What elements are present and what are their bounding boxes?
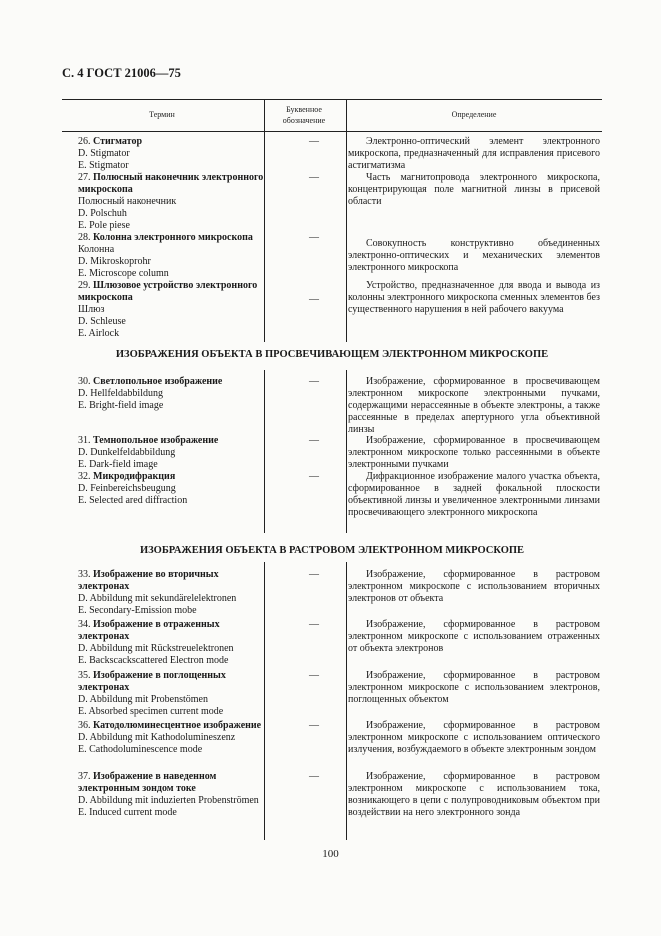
column-header-term: Термин	[149, 110, 175, 119]
term-synonym: Полюсный наконечник	[78, 196, 177, 208]
term-synonym: E. Pole piese	[78, 220, 130, 232]
term-number: 29.	[78, 280, 93, 291]
column-header-symbol	[264, 104, 344, 126]
symbol-cell: —	[309, 294, 319, 305]
symbol-cell: —	[309, 232, 319, 243]
term-synonym: D. Abbildung mit induzierten Probenströmen	[78, 795, 259, 807]
definition-cell: Изображение, сформированное в растровом электронном микроскопе с использованием оптического излучения, возбуждаемого в объекте электронным зондом	[348, 720, 600, 756]
term-title: Темнопольное изображение	[93, 435, 219, 446]
symbol-cell: —	[309, 471, 319, 482]
definition-cell: Устройство, предназначенное для ввода и вывода из колонны электронного микроскопа сменных элементов без существенного нарушения в ней рабочего вакуума	[348, 280, 600, 316]
term-number: 31.	[78, 435, 93, 446]
term-synonym: E. Induced current mode	[78, 807, 177, 819]
term-title: Катодолюминесцентное изображение	[93, 720, 262, 731]
term-number: 36.	[78, 720, 93, 731]
term-cell	[78, 720, 268, 756]
section-heading: ИЗОБРАЖЕНИЯ ОБЪЕКТА В ПРОСВЕЧИВАЮЩЕМ ЭЛЕКТРОННОМ МИКРОСКОПЕ	[115, 349, 549, 360]
term-number: 26.	[78, 136, 93, 147]
section-heading: ИЗОБРАЖЕНИЯ ОБЪЕКТА В РАСТРОВОМ ЭЛЕКТРОННОМ МИКРОСКОПЕ	[139, 545, 525, 556]
column-header-symbol-line2: обозначение	[282, 116, 326, 125]
term-synonym: E. Absorbed specimen current mode	[78, 706, 224, 718]
symbol-cell: —	[309, 435, 319, 446]
column-header-definition: Определение	[451, 110, 497, 119]
term-title: Колонна электронного микроскопа	[93, 232, 253, 243]
term-synonym: D. Mikroskoprohr	[78, 256, 151, 268]
term-title: Полюсный наконечник электронного микроскопа	[78, 172, 264, 196]
term-cell	[78, 670, 268, 718]
definition-cell: Совокупность конструктивно объединенных электронно-оптических и механических элементов электронного микроскопа	[348, 238, 600, 274]
term-cell	[78, 376, 268, 412]
term-title: Светлопольное изображение	[93, 376, 223, 387]
symbol-cell: —	[309, 619, 319, 630]
term-number: 30.	[78, 376, 93, 387]
term-cell	[78, 280, 268, 340]
term-cell	[78, 232, 268, 280]
term-synonym: E. Backscackscattered Electron mode	[78, 655, 229, 667]
definition-cell: Часть магнитопровода электронного микроскопа, концентрирующая поле магнитной линзы в присевой области	[348, 172, 600, 208]
symbol-cell: —	[309, 172, 319, 183]
term-synonym: Колонна	[78, 244, 115, 256]
term-number: 27.	[78, 172, 93, 183]
term-cell	[78, 569, 268, 617]
page-header: С. 4 ГОСТ 21006—75	[62, 66, 181, 80]
term-synonym: E. Dark-field image	[78, 459, 158, 471]
term-number: 32.	[78, 471, 93, 482]
symbol-cell: —	[309, 720, 319, 731]
term-synonym: D. Abbildung mit Probenstömen	[78, 694, 208, 706]
definition-cell: Изображение, сформированное в растровом электронном микроскопе с использованием электронов, поглощенных объектом	[348, 670, 600, 706]
term-number: 34.	[78, 619, 93, 630]
definition-cell: Изображение, сформированное в растровом электронном микроскопе с использованием тока, возникающего в цепи с полупроводниковым объектом при воздействии на него электронного зонда	[348, 771, 600, 819]
term-cell	[78, 435, 268, 471]
term-synonym: D. Hellfeldabbildung	[78, 388, 163, 400]
term-title: Микродифракция	[93, 471, 176, 482]
term-synonym: D. Dunkelfeldabbildung	[78, 447, 176, 459]
term-title: Изображение во вторичных электронах	[78, 569, 219, 593]
term-cell	[78, 172, 268, 232]
symbol-cell: —	[309, 670, 319, 681]
term-number: 35.	[78, 670, 93, 681]
column-header-symbol-line1: Буквенное	[286, 105, 322, 114]
column-divider	[346, 370, 347, 533]
symbol-cell: —	[309, 376, 319, 387]
term-synonym: D. Abbildung mit sekundärelelektronen	[78, 593, 237, 605]
definition-cell: Изображение, сформированное в растровом электронном микроскопе с использованием вторичных электронов от объекта	[348, 569, 600, 605]
table-top-rule	[62, 99, 602, 100]
term-synonym: E. Secondary-Emission mobe	[78, 605, 197, 617]
table-header-rule	[62, 131, 602, 132]
term-title: Изображение в наведенном электронным зондом токе	[78, 771, 217, 795]
definition-cell: Изображение, сформированное в просвечивающем электронном микроскопе только рассеянными в объекте электронными пучками	[348, 435, 600, 471]
term-synonym: D. Abbildung mit Rückstreuelektronen	[78, 643, 234, 655]
definition-cell: Дифракционное изображение малого участка объекта, сформированное в задней фокальной плоскости объективной линзы и увеличенное электронными линзами просвечивающего электронного микроскопа	[348, 471, 600, 519]
definition-cell: Изображение, сформированное в растровом электронном микроскопе с использованием отраженных от объекта электронов	[348, 619, 600, 655]
column-divider	[346, 562, 347, 840]
term-title: Стигматор	[93, 136, 142, 147]
term-title: Шлюзовое устройство электронного микроскопа	[78, 280, 258, 304]
term-synonym: Шлюз	[78, 304, 105, 316]
term-number: 37.	[78, 771, 93, 782]
term-number: 33.	[78, 569, 93, 580]
term-synonym: D. Abbildung mit Kathodolumineszenz	[78, 732, 236, 744]
term-cell	[78, 771, 268, 819]
term-cell	[78, 471, 268, 507]
term-cell	[78, 136, 268, 172]
term-title: Изображение в поглощенных электронах	[78, 670, 226, 694]
term-synonym: E. Stigmator	[78, 160, 129, 172]
term-number: 28.	[78, 232, 93, 243]
symbol-cell: —	[309, 136, 319, 147]
term-synonym: E. Cathodoluminescence mode	[78, 744, 203, 756]
term-synonym: E. Selected ared diffraction	[78, 495, 188, 507]
symbol-cell: —	[309, 771, 319, 782]
term-synonym: D. Feinbereichsbeugung	[78, 483, 176, 495]
term-title: Изображение в отраженных электронах	[78, 619, 220, 643]
symbol-cell: —	[309, 569, 319, 580]
page-number: 100	[322, 848, 339, 860]
term-synonym: D. Stigmator	[78, 148, 130, 160]
column-divider	[346, 99, 347, 342]
term-cell	[78, 619, 268, 667]
definition-cell: Изображение, сформированное в просвечивающем электронном микроскопе электронными пучками, содержащими нерассеянные в объекте электроны, а также рассеянные в пределах апертурного угла объективной линзы	[348, 376, 600, 436]
term-synonym: D. Schleuse	[78, 316, 126, 328]
term-synonym: D. Polschuh	[78, 208, 127, 220]
term-synonym: E. Microscope column	[78, 268, 169, 280]
definition-cell: Электронно-оптический элемент электронного микроскопа, предназначенный для исправления присевого астигматизма	[348, 136, 600, 172]
term-synonym: E. Airlock	[78, 328, 120, 340]
term-synonym: E. Bright-field image	[78, 400, 164, 412]
